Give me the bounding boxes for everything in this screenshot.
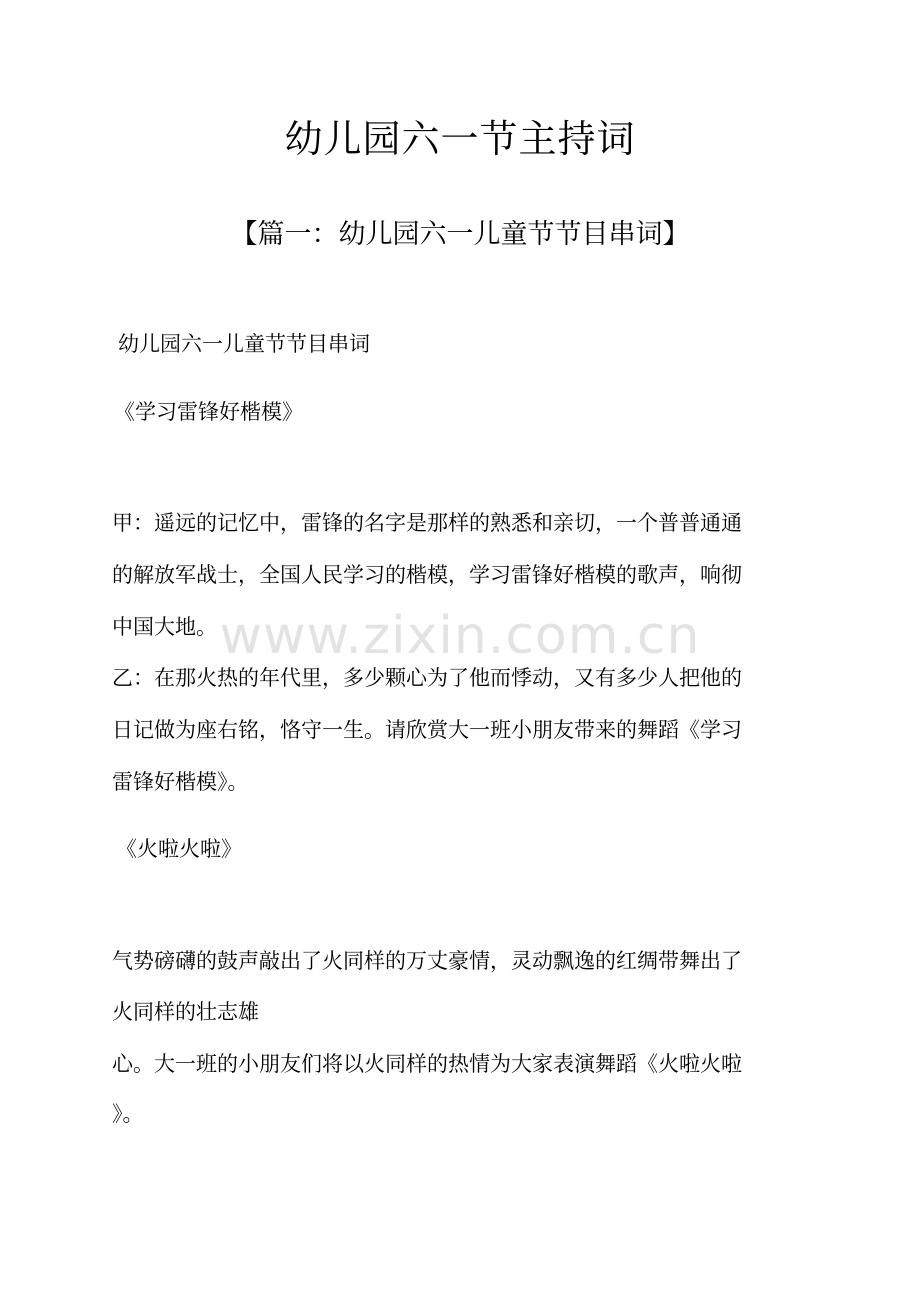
watermark: www.zixin.com.cn — [219, 606, 701, 666]
document-subtitle: 【篇一：幼儿园六一儿童节节目串词】 — [230, 219, 690, 250]
paragraph-line: 气势磅礴的鼓声敲出了火同样的万丈豪情，灵动飘逸的红绸带舞出了 — [112, 949, 742, 973]
program-title-huola-huola: 《火啦火啦》 — [116, 837, 242, 861]
paragraph-line: 心。大一班的小朋友们将以火同样的热情为大家表演舞蹈《火啦火啦 — [112, 1052, 742, 1076]
program-title-xuexi-leifeng: 《学习雷锋好楷模》 — [114, 400, 303, 424]
paragraph-line: 乙：在那火热的年代里，多少颗心为了他而悸动，又有多少人把他的 — [112, 666, 742, 690]
paragraph-line: 中国大地。 — [112, 615, 217, 639]
paragraph-line: 日记做为座右铭，恪守一生。请欣赏大一班小朋友带来的舞蹈《学习 — [112, 718, 742, 742]
paragraph-line: 甲：遥远的记忆中，雷锋的名字是那样的熟悉和亲切，一个普普通通 — [112, 511, 742, 535]
paragraph-line: 火同样的壮志雄 — [112, 1000, 259, 1024]
paragraph-line: 雷锋好楷模》。 — [112, 770, 249, 794]
document-title: 幼儿园六一节主持词 — [284, 117, 636, 161]
paragraph-line: 》。 — [112, 1102, 144, 1126]
section-heading: 幼儿园六一儿童节节目串词 — [118, 332, 370, 356]
paragraph-line: 的解放军战士，全国人民学习的楷模，学习雷锋好楷模的歌声，响彻 — [112, 563, 742, 587]
